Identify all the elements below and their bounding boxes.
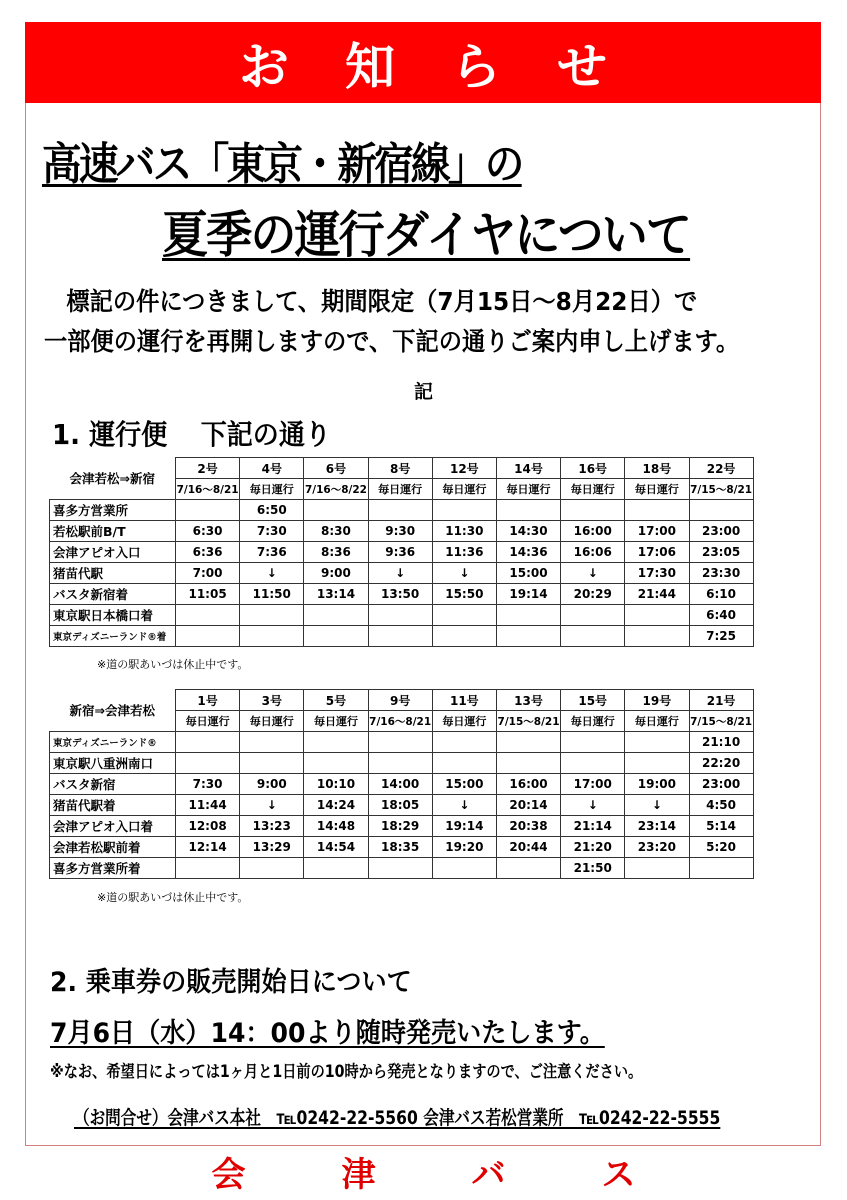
time-cell: 21:10 bbox=[689, 732, 753, 753]
table-row bbox=[50, 605, 754, 626]
sale-start-text: 7月6日（水）14：00より随時発売いたします。 bbox=[50, 1018, 605, 1049]
time-cell bbox=[304, 858, 368, 879]
time-cell bbox=[496, 858, 560, 879]
service-number: 16号 bbox=[561, 458, 625, 479]
time-cell bbox=[304, 753, 368, 774]
station-name: 会津若松駅前着 bbox=[50, 837, 176, 858]
time-cell bbox=[304, 500, 368, 521]
time-cell: 21:44 bbox=[625, 584, 689, 605]
time-cell: 6:10 bbox=[689, 584, 753, 605]
time-cell: 14:30 bbox=[496, 521, 560, 542]
time-cell bbox=[561, 732, 625, 753]
time-cell: 12:08 bbox=[176, 816, 240, 837]
contact-info: （お問合せ）会津バス本社 ℡0242-22-5560 会津バス若松営業所 ℡0242-22-5555 bbox=[74, 1107, 721, 1129]
table-row bbox=[50, 584, 754, 605]
time-cell: 22:20 bbox=[689, 753, 753, 774]
time-cell bbox=[432, 858, 496, 879]
time-cell bbox=[625, 605, 689, 626]
title-line-2: 夏季の運行ダイヤについて bbox=[162, 206, 691, 264]
time-cell: 20:44 bbox=[496, 837, 560, 858]
time-cell bbox=[240, 858, 304, 879]
time-cell bbox=[176, 626, 240, 647]
time-cell: 7:00 bbox=[176, 563, 240, 584]
service-number: 15号 bbox=[561, 690, 625, 711]
time-cell: 16:00 bbox=[561, 521, 625, 542]
service-period: 毎日運行 bbox=[561, 711, 625, 732]
time-cell: 13:29 bbox=[240, 837, 304, 858]
time-cell bbox=[432, 500, 496, 521]
notice-banner bbox=[25, 22, 821, 103]
station-name: バスタ新宿着 bbox=[50, 584, 176, 605]
time-cell: 14:48 bbox=[304, 816, 368, 837]
service-period: 毎日運行 bbox=[625, 711, 689, 732]
station-name: 若松駅前B/T bbox=[50, 521, 176, 542]
service-number: 9号 bbox=[368, 690, 432, 711]
time-cell: 23:00 bbox=[689, 521, 753, 542]
service-number: 5号 bbox=[304, 690, 368, 711]
time-cell bbox=[625, 626, 689, 647]
table-row bbox=[50, 816, 754, 837]
direction-label: 会津若松⇒新宿 bbox=[69, 471, 155, 487]
table-row bbox=[50, 521, 754, 542]
time-cell: 11:05 bbox=[176, 584, 240, 605]
service-period: 7/15～8/21 bbox=[496, 711, 560, 732]
time-cell: 5:14 bbox=[689, 816, 753, 837]
time-cell bbox=[176, 605, 240, 626]
time-cell bbox=[304, 732, 368, 753]
table-row bbox=[50, 858, 754, 879]
banner-char: せ bbox=[557, 37, 607, 96]
service-number: 3号 bbox=[240, 690, 304, 711]
station-name: 東京駅日本橋口着 bbox=[50, 605, 176, 626]
station-name: 喜多方営業所 bbox=[50, 500, 176, 521]
service-number: 14号 bbox=[496, 458, 560, 479]
table-row bbox=[50, 732, 754, 753]
company-char: 会 bbox=[211, 1154, 246, 1195]
header-row-service-no bbox=[50, 458, 754, 479]
service-period: 7/15～8/21 bbox=[689, 711, 753, 732]
time-cell: 7:36 bbox=[240, 542, 304, 563]
time-cell bbox=[240, 753, 304, 774]
company-char: 津 bbox=[341, 1154, 376, 1195]
service-period: 毎日運行 bbox=[561, 479, 625, 500]
pass-through-arrow-icon: ↓ bbox=[432, 795, 496, 816]
time-cell bbox=[176, 500, 240, 521]
time-cell: 20:14 bbox=[496, 795, 560, 816]
time-cell: 23:05 bbox=[689, 542, 753, 563]
section-1-number: 1. bbox=[52, 418, 81, 451]
time-cell bbox=[689, 858, 753, 879]
time-cell bbox=[496, 605, 560, 626]
time-cell: 15:00 bbox=[496, 563, 560, 584]
section-1-subtitle: 下記の通り bbox=[200, 418, 331, 451]
time-cell: 12:14 bbox=[176, 837, 240, 858]
service-number: 11号 bbox=[432, 690, 496, 711]
time-cell bbox=[689, 500, 753, 521]
time-cell bbox=[304, 605, 368, 626]
time-cell bbox=[432, 605, 496, 626]
station-name: 猪苗代駅 bbox=[50, 563, 176, 584]
time-cell bbox=[176, 858, 240, 879]
section-1-heading bbox=[52, 413, 331, 453]
station-name: 会津アピオ入口着 bbox=[50, 816, 176, 837]
time-cell: 16:06 bbox=[561, 542, 625, 563]
time-cell: 13:14 bbox=[304, 584, 368, 605]
time-cell bbox=[432, 626, 496, 647]
time-cell: 9:00 bbox=[304, 563, 368, 584]
service-period: 毎日運行 bbox=[368, 479, 432, 500]
service-number: 8号 bbox=[368, 458, 432, 479]
service-number: 21号 bbox=[689, 690, 753, 711]
time-cell: 19:14 bbox=[432, 816, 496, 837]
timetable-outbound-note: ※道の駅あいづは休止中です。 bbox=[97, 658, 249, 671]
time-cell bbox=[240, 626, 304, 647]
time-cell: 6:50 bbox=[240, 500, 304, 521]
caution-text: ※なお、希望日によっては1ヶ月と1日前の10時から発売となりますので、ご注意ください。 bbox=[50, 1062, 643, 1081]
service-number: 1号 bbox=[176, 690, 240, 711]
pass-through-arrow-icon: ↓ bbox=[625, 795, 689, 816]
table-row bbox=[50, 563, 754, 584]
time-cell bbox=[561, 626, 625, 647]
time-cell: 15:50 bbox=[432, 584, 496, 605]
time-cell: 7:25 bbox=[689, 626, 753, 647]
time-cell: 6:30 bbox=[176, 521, 240, 542]
time-cell: 9:30 bbox=[368, 521, 432, 542]
time-cell: 13:23 bbox=[240, 816, 304, 837]
intro-paragraph bbox=[44, 282, 804, 362]
section-1-title: 運行便 bbox=[89, 418, 168, 451]
title-line-1: 高速バス「東京・新宿線」の bbox=[42, 139, 522, 190]
service-period: 7/16～8/22 bbox=[304, 479, 368, 500]
time-cell bbox=[561, 500, 625, 521]
service-period: 7/16～8/21 bbox=[368, 711, 432, 732]
time-cell bbox=[496, 626, 560, 647]
time-cell: 19:20 bbox=[432, 837, 496, 858]
time-cell bbox=[176, 732, 240, 753]
intro-line-1: 標記の件につきまして、期間限定（7月15日～8月22日）で bbox=[66, 287, 698, 316]
table-row bbox=[50, 774, 754, 795]
service-number: 2号 bbox=[176, 458, 240, 479]
time-cell bbox=[625, 753, 689, 774]
time-cell: 15:00 bbox=[432, 774, 496, 795]
pass-through-arrow-icon: ↓ bbox=[240, 795, 304, 816]
time-cell bbox=[304, 626, 368, 647]
time-cell bbox=[496, 732, 560, 753]
banner-char: お bbox=[239, 37, 289, 96]
pass-through-arrow-icon: ↓ bbox=[368, 563, 432, 584]
time-cell bbox=[561, 753, 625, 774]
time-cell bbox=[368, 605, 432, 626]
time-cell: 6:36 bbox=[176, 542, 240, 563]
header-row-service-no bbox=[50, 690, 754, 711]
banner-char: 知 bbox=[345, 37, 395, 96]
service-period: 毎日運行 bbox=[625, 479, 689, 500]
time-cell: 23:20 bbox=[625, 837, 689, 858]
company-name bbox=[0, 1146, 847, 1196]
service-period: 毎日運行 bbox=[432, 711, 496, 732]
table-row bbox=[50, 795, 754, 816]
time-cell: 14:24 bbox=[304, 795, 368, 816]
time-cell: 7:30 bbox=[176, 774, 240, 795]
service-number: 22号 bbox=[689, 458, 753, 479]
time-cell: 14:54 bbox=[304, 837, 368, 858]
service-period: 毎日運行 bbox=[304, 711, 368, 732]
pass-through-arrow-icon: ↓ bbox=[432, 563, 496, 584]
time-cell bbox=[368, 858, 432, 879]
time-cell: 17:06 bbox=[625, 542, 689, 563]
time-cell: 6:40 bbox=[689, 605, 753, 626]
service-period: 毎日運行 bbox=[432, 479, 496, 500]
time-cell: 10:10 bbox=[304, 774, 368, 795]
time-cell bbox=[432, 732, 496, 753]
time-cell: 21:20 bbox=[561, 837, 625, 858]
time-cell bbox=[496, 753, 560, 774]
time-cell: 19:00 bbox=[625, 774, 689, 795]
time-cell: 19:14 bbox=[496, 584, 560, 605]
time-cell bbox=[240, 732, 304, 753]
time-cell bbox=[625, 858, 689, 879]
company-char: バ bbox=[471, 1154, 506, 1195]
direction-label: 新宿⇒会津若松 bbox=[69, 703, 155, 719]
time-cell: 18:35 bbox=[368, 837, 432, 858]
service-number: 12号 bbox=[432, 458, 496, 479]
time-cell: 17:30 bbox=[625, 563, 689, 584]
pass-through-arrow-icon: ↓ bbox=[561, 563, 625, 584]
time-cell: 23:30 bbox=[689, 563, 753, 584]
time-cell bbox=[176, 753, 240, 774]
time-cell: 8:36 bbox=[304, 542, 368, 563]
time-cell: 4:50 bbox=[689, 795, 753, 816]
time-cell bbox=[368, 732, 432, 753]
time-cell: 9:36 bbox=[368, 542, 432, 563]
time-cell: 11:30 bbox=[432, 521, 496, 542]
time-cell: 20:38 bbox=[496, 816, 560, 837]
time-cell bbox=[368, 753, 432, 774]
table-row bbox=[50, 500, 754, 521]
service-period: 7/16～8/21 bbox=[176, 479, 240, 500]
timetable-outbound bbox=[49, 457, 754, 647]
service-period: 7/15～8/21 bbox=[689, 479, 753, 500]
station-name: 東京駅八重洲南口 bbox=[50, 753, 176, 774]
time-cell: 11:44 bbox=[176, 795, 240, 816]
time-cell bbox=[496, 500, 560, 521]
time-cell bbox=[240, 605, 304, 626]
time-cell: 23:00 bbox=[689, 774, 753, 795]
time-cell: 21:14 bbox=[561, 816, 625, 837]
time-cell bbox=[368, 500, 432, 521]
time-cell: 13:50 bbox=[368, 584, 432, 605]
time-cell: 18:29 bbox=[368, 816, 432, 837]
intro-line-2: 一部便の運行を再開しますので、下記の通りご案内申し上げます。 bbox=[44, 327, 740, 356]
section-2-heading: 2. 乗車券の販売開始日について bbox=[50, 967, 412, 998]
time-cell bbox=[625, 732, 689, 753]
time-cell: 16:00 bbox=[496, 774, 560, 795]
time-cell bbox=[432, 753, 496, 774]
station-name: 喜多方営業所着 bbox=[50, 858, 176, 879]
timetable-inbound-note: ※道の駅あいづは休止中です。 bbox=[97, 891, 249, 904]
service-number: 13号 bbox=[496, 690, 560, 711]
pass-through-arrow-icon: ↓ bbox=[561, 795, 625, 816]
time-cell: 7:30 bbox=[240, 521, 304, 542]
time-cell bbox=[561, 605, 625, 626]
station-name: 東京ディズニーランド® bbox=[50, 732, 176, 753]
time-cell bbox=[368, 626, 432, 647]
service-period: 毎日運行 bbox=[496, 479, 560, 500]
time-cell bbox=[625, 500, 689, 521]
ki-heading: 記 bbox=[413, 381, 433, 403]
service-number: 6号 bbox=[304, 458, 368, 479]
station-name: 猪苗代駅着 bbox=[50, 795, 176, 816]
service-period: 毎日運行 bbox=[240, 479, 304, 500]
table-row bbox=[50, 542, 754, 563]
table-row bbox=[50, 753, 754, 774]
service-number: 18号 bbox=[625, 458, 689, 479]
time-cell: 14:36 bbox=[496, 542, 560, 563]
timetable-inbound bbox=[49, 689, 754, 879]
time-cell: 17:00 bbox=[625, 521, 689, 542]
table-row bbox=[50, 626, 754, 647]
time-cell: 21:50 bbox=[561, 858, 625, 879]
pass-through-arrow-icon: ↓ bbox=[240, 563, 304, 584]
time-cell: 11:36 bbox=[432, 542, 496, 563]
time-cell: 17:00 bbox=[561, 774, 625, 795]
station-name: 東京ディズニーランド®着 bbox=[50, 626, 176, 647]
company-char: ス bbox=[601, 1154, 636, 1195]
time-cell: 11:50 bbox=[240, 584, 304, 605]
service-number: 19号 bbox=[625, 690, 689, 711]
time-cell: 23:14 bbox=[625, 816, 689, 837]
service-period: 毎日運行 bbox=[176, 711, 240, 732]
time-cell: 9:00 bbox=[240, 774, 304, 795]
banner-char: ら bbox=[451, 37, 501, 96]
service-number: 4号 bbox=[240, 458, 304, 479]
time-cell: 5:20 bbox=[689, 837, 753, 858]
time-cell: 8:30 bbox=[304, 521, 368, 542]
table-row bbox=[50, 837, 754, 858]
service-period: 毎日運行 bbox=[240, 711, 304, 732]
station-name: 会津アピオ入口 bbox=[50, 542, 176, 563]
time-cell: 20:29 bbox=[561, 584, 625, 605]
station-name: バスタ新宿 bbox=[50, 774, 176, 795]
time-cell: 18:05 bbox=[368, 795, 432, 816]
time-cell: 14:00 bbox=[368, 774, 432, 795]
